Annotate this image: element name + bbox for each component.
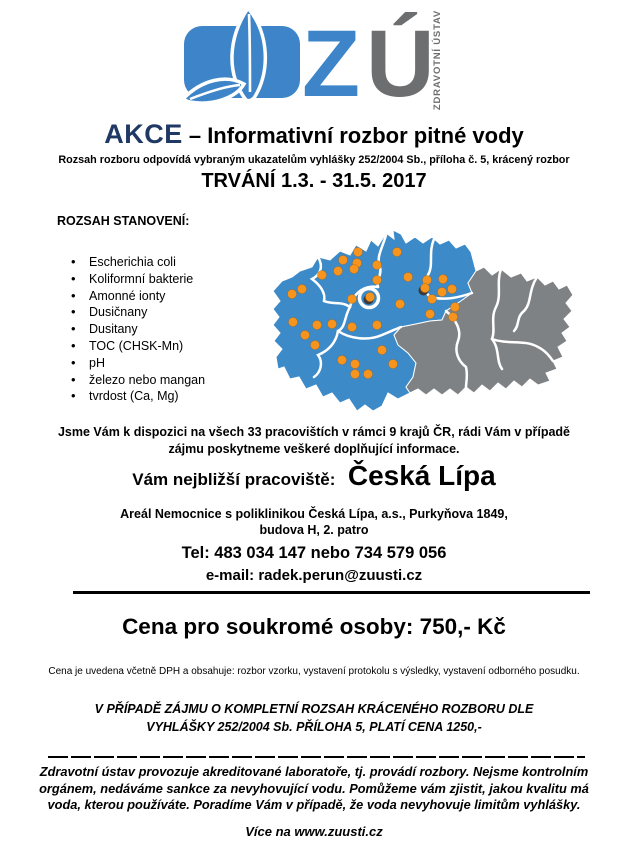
- scope-item: • železo nebo mangan: [57, 372, 267, 389]
- scope-item: • pH: [57, 355, 267, 372]
- logo-letter-z: Z: [302, 11, 361, 110]
- price-headline: Cena pro soukromé osoby: 750,- Kč: [122, 614, 506, 639]
- address-line-2: budova H, 2. patro: [259, 522, 369, 537]
- footer-disclaimer: Zdravotní ústav provozuje akreditované laboratoře, tj. provádí rozbory. Nejsme kontrolním orgánem, nedáváme sankce za nevyhovující vodu. Pomůžeme vám zjistit, jakou kvalitu má voda, kterou používáte. Poradíme Vám v případě, že voda nevyhovuje limitům vyhlášky.: [39, 764, 589, 813]
- title-rest: – Informativní rozbor pitné vody: [182, 123, 524, 148]
- scope-item: • Amonné ionty: [57, 288, 267, 305]
- scope-item: • Dusitany: [57, 321, 267, 338]
- nearest-office-value: Česká Lípa: [347, 460, 496, 491]
- scope-list: [57, 254, 267, 405]
- page-title: [0, 119, 628, 150]
- scope-item: • Koliformní bakterie: [57, 271, 267, 288]
- full-scope-note: V PŘÍPADĚ ZÁJMU O KOMPLETNÍ ROZSAH KRÁCENÉHO ROZBORU DLE VYHLÁŠKY 252/2004 Sb. PŘÍLOHA 5, PLATÍ CENA 1250,-: [94, 702, 534, 734]
- duration-line: TRVÁNÍ 1.3. - 31.5. 2017: [201, 170, 427, 192]
- address-block: [44, 507, 584, 584]
- logo-letter-u: Ú: [366, 11, 435, 110]
- coverage-map: [270, 227, 592, 415]
- logo-vertical-text: ZDRAVOTNÍ ÚSTAV: [432, 9, 443, 110]
- dashed-divider-line: [48, 756, 585, 758]
- scope-item: • Dusičnany: [57, 304, 267, 321]
- zu-logo: [0, 2, 628, 110]
- scope-item: • Escherichia coli: [57, 254, 267, 271]
- availability-text: Jsme Vám k dispozici na všech 33 pracovištích v rámci 9 krajů ČR, rádi Vám v případě zájmu poskytneme veškeré doplňující informace.: [57, 425, 571, 456]
- scope-item: • TOC (CHSK-Mn): [57, 338, 267, 355]
- scope-item: • tvrdost (Ca, Mg): [57, 388, 267, 405]
- address-line-1: Areál Nemocnice s poliklinikou Česká Lípa, a.s., Purkyňova 1849,: [120, 507, 508, 521]
- nearest-office-line: [0, 460, 628, 492]
- subtitle: Rozsah rozboru odpovídá vybraným ukazatelům vyhlášky 252/2004 Sb., příloha č. 5, krácený rozbor: [58, 154, 570, 166]
- nearest-office-label: Vám nejbližší pracoviště:: [132, 470, 336, 489]
- phone-line: Tel: 483 034 147 nebo 734 579 056: [181, 544, 447, 563]
- title-akce: AKCE: [104, 119, 183, 149]
- scope-section: [57, 214, 267, 405]
- czech-map-icon: [270, 227, 592, 415]
- divider-line: [73, 591, 590, 594]
- footer-more-info: Více na www.zuusti.cz: [245, 824, 383, 839]
- email-line: e-mail: radek.perun@zuusti.cz: [205, 567, 423, 585]
- price-note: Cena je uvedena včetně DPH a obsahuje: rozbor vzorku, vystavení protokolu s výsledky, vystavení odborného posudku.: [48, 666, 580, 677]
- scope-heading: ROZSAH STANOVENÍ:: [57, 214, 190, 228]
- zu-logo-icon: [178, 2, 450, 110]
